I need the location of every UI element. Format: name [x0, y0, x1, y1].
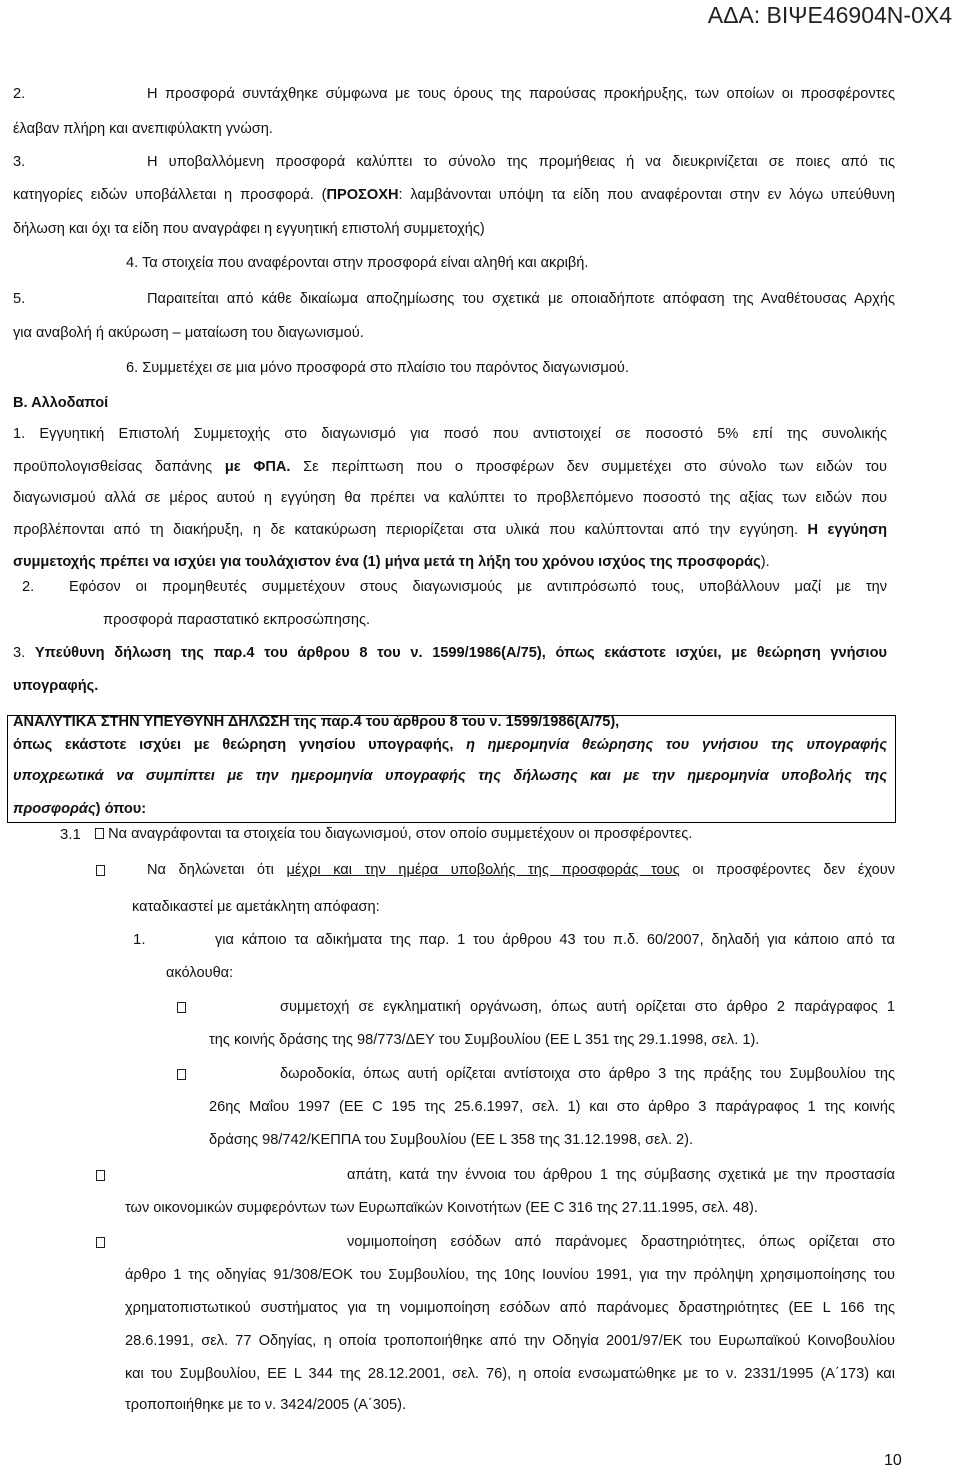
checkbox-glyph-icon — [177, 1069, 186, 1080]
item-5-line-2: για αναβολή ή ακύρωση – ματαίωση του διαγωνισμού. — [13, 325, 364, 341]
item-6: 6. Συμμετέχει σε μια μόνο προσφορά στο πλαίσιο του παρόντος διαγωνισμού. — [126, 360, 629, 376]
summary-line-1: ΑΝΑΛΥΤΙΚΑ ΣΤΗΝ ΥΠΕΥΘΥΝΗ ΔΗΛΩΣΗ της παρ.4 του άρθρου 8 του ν. 1599/1986(Α/75), — [13, 714, 620, 730]
checkbox-glyph-icon — [96, 1170, 105, 1181]
section-b-p2-number: 2. — [22, 579, 35, 595]
item-3-line-1: Η υποβαλλόμενη προσφορά καλύπτει το σύνολο της προμήθειας ή να διευκρινίζεται σε ποιες από τις — [147, 154, 895, 170]
sub-bullet-1-line-2: της κοινής δράσης της 98/773/ΔΕΥ του Συμβουλίου (ΕΕ L 351 της 29.1.1998, σελ. 1). — [209, 1032, 760, 1048]
page-number: 10 — [884, 1452, 902, 1469]
section-b-p1-line-2: προϋπολογισθείσας δαπάνης με ΦΠΑ. Σε περίπτωση που ο προσφέρων δεν συμμετέχει στο σύνολο των ειδών του — [13, 459, 887, 475]
item-3-line-3: δήλωση και όχι τα είδη που αναγράφει η εγγυητική επιστολή συμμετοχής) — [13, 221, 485, 237]
item-2-line-1: Η προσφορά συντάχθηκε σύμφωνα με τους όρους της παρούσας προκήρυξης, των οποίων οι προσφέροντες — [147, 86, 895, 102]
detail-3-1-line: Να αναγράφονται τα στοιχεία του διαγωνισμού, στον οποίο συμμετέχουν οι προσφέροντες. — [95, 826, 692, 844]
laundering-line-6: τροποποιήθηκε με το ν. 3424/2005 (Α΄305). — [125, 1397, 407, 1413]
fraud-line-1: απάτη, κατά την έννοια του άρθρου 1 της σύμβασης σχετικά με την προστασία — [347, 1167, 895, 1183]
summary-line-4: προσφοράς) όπου: — [13, 801, 147, 817]
bullet-convicted-line-1: Να δηλώνεται ότι μέχρι και την ημέρα υποβολής της προσφοράς τους οι προσφέροντες δεν έχουν — [147, 862, 896, 878]
offense-1-line-2: ακόλουθα: — [166, 965, 234, 981]
detail-3-1-number: 3.1 — [60, 826, 81, 843]
sub-bullet-2-line-3: δράσης 98/742/ΚΕΠΠΑ του Συμβουλίου (ΕΕ L 358 της 31.12.1998, σελ. 2). — [209, 1132, 694, 1148]
fraud-line-2: των οικονομικών συμφερόντων των Ευρωπαϊκών Κοινοτήτων (ΕΕ C 316 της 27.11.1995, σελ. 48). — [125, 1200, 758, 1216]
item-4: 4. Τα στοιχεία που αναφέρονται στην προσφορά είναι αληθή και ακριβή. — [126, 255, 589, 271]
section-b-p1-line-5: συμμετοχής πρέπει να ισχύει για τουλάχιστον ένα (1) μήνα μετά τη λήξη του χρόνου ισχύος της προσφοράς). — [13, 554, 770, 570]
item-3-number: 3. — [13, 154, 26, 170]
section-b-p1-line-4: προβλέπονται από τη διακήρυξη, η δε κατακύρωση περιορίζεται στα υλικά που καλύπτονται από την εγγύηση. Η εγγύηση — [13, 522, 887, 538]
bullet-convicted-line-2: καταδικαστεί με αμετάκλητη απόφαση: — [132, 899, 380, 915]
section-b-p3-line-1: 3. Υπεύθυνη δήλωση της παρ.4 του άρθρου 8 του ν. 1599/1986(Α/75), όπως εκάστοτε ισχύει, με θεώρηση γνήσιου — [13, 645, 887, 661]
ada-code: ΑΔΑ: ΒΙΨΕ46904Ν-0Χ4 — [707, 2, 952, 28]
laundering-line-5: και του Συμβουλίου, ΕΕ L 344 της 28.12.2001, σελ. 76), η οποία ενσωματώθηκε με το ν. 2331/1995 (Α΄173) και — [125, 1366, 895, 1382]
section-b-p3-line-2: υπογραφής. — [13, 678, 99, 694]
sub-bullet-1-line-1: συμμετοχή σε εγκληματική οργάνωση, όπως αυτή ορίζεται στο άρθρο 2 παράγραφος 1 — [280, 999, 895, 1015]
item-2-number: 2. — [13, 86, 26, 102]
laundering-line-2: άρθρο 1 της οδηγίας 91/308/ΕΟΚ του Συμβουλίου, της 10ης Ιουνίου 1991, για την πρόληψη χρησιμοποίησης του — [125, 1267, 895, 1283]
summary-line-2: όπως εκάστοτε ισχύει με θεώρηση γνησίου υπογραφής, η ημερομηνία θεώρησης του γνήσιου της υπογραφής — [13, 737, 887, 753]
section-b-p2-line-1: Εφόσον οι προμηθευτές συμμετέχουν στους διαγωνισμούς με αντιπρόσωπό τους, υποβάλλουν μαζί με την — [69, 579, 887, 595]
checkbox-glyph-icon — [177, 1002, 186, 1013]
section-b-p1-line-3: διαγωνισμού αλλά σε μέρος αυτού η εγγύηση θα πρέπει να καλύπτει το προβλεπόμενο ποσοστό της αξίας των ειδών που — [13, 490, 887, 506]
checkbox-glyph-icon — [95, 828, 104, 839]
section-b-heading: Β. Αλλοδαποί — [13, 395, 109, 411]
checkbox-glyph-icon — [96, 1237, 105, 1248]
section-b-p2-line-2: προσφορά παραστατικό εκπροσώπησης. — [103, 612, 371, 628]
laundering-line-3: χρηματοπιστωτικού συστήματος για τη νομιμοποίηση εσόδων από παράνομες δραστηριότητες (ΕΕ L 166 της — [125, 1300, 895, 1316]
laundering-line-4: 28.6.1991, σελ. 77 Οδηγίας, η οποία τροποποιήθηκε από την Οδηγία 2001/97/ΕΚ του Ευρωπαϊκού Κοινοβουλίου — [125, 1333, 895, 1349]
summary-line-3: υποχρεωτικά να συμπίπτει με την ημερομηνία υπογραφής της δήλωσης και με την ημερομηνία υποβολής της — [13, 768, 887, 784]
offense-1-line-1: για κάποιο τα αδικήματα της παρ. 1 του άρθρου 43 του π.δ. 60/2007, δηλαδή για κάποιο από τα — [215, 932, 895, 948]
sub-bullet-2-line-2: 26ης Μαΐου 1997 (ΕΕ C 195 της 25.6.1997, σελ. 1) και στο άρθρο 3 παράγραφος 1 της κοινής — [209, 1099, 895, 1115]
sub-bullet-2-line-1: δωροδοκία, όπως αυτή ορίζεται αντίστοιχα στο άρθρο 3 της πράξης του Συμβουλίου της — [280, 1066, 895, 1082]
item-5-number: 5. — [13, 291, 26, 307]
item-5-line-1: Παραιτείται από κάθε δικαίωμα αποζημίωσης του σχετικά με οποιαδήποτε απόφαση της Αναθέτουσας Αρχής — [147, 291, 895, 307]
item-2-line-2: έλαβαν πλήρη και ανεπιφύλακτη γνώση. — [13, 121, 273, 137]
checkbox-glyph-icon — [96, 865, 105, 876]
laundering-line-1: νομιμοποίηση εσόδων από παράνομες δραστηριότητες, όπως ορίζεται στο — [347, 1234, 895, 1250]
section-b-p1-line-1: 1. Εγγυητική Επιστολή Συμμετοχής στο διαγωνισμό για ποσό που αντιστοιχεί σε ποσοστό 5% επί της συνολικής — [13, 426, 887, 442]
item-3-line-2: κατηγορίες ειδών υποβάλλεται η προσφορά. (ΠΡΟΣΟΧΗ: λαμβάνονται υπόψη τα είδη που αναφέρονται στην εν λόγω υπεύθυνη — [13, 187, 895, 203]
offense-1-number: 1. — [133, 931, 146, 948]
